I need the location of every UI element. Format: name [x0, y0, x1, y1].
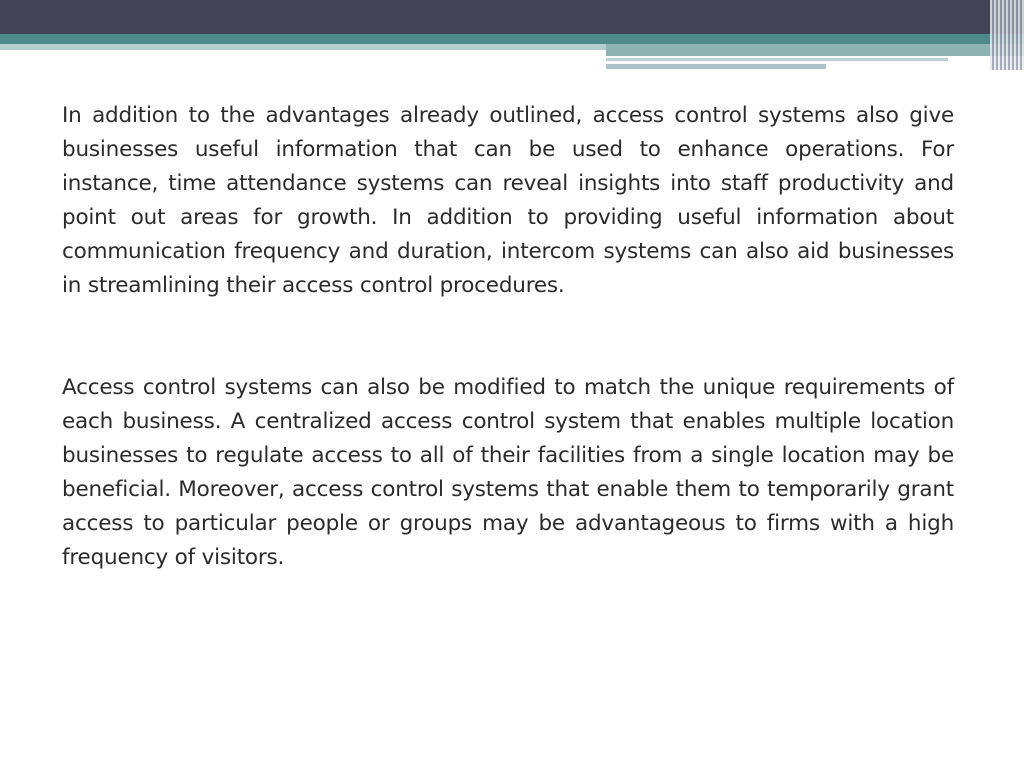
header-accent-line — [606, 58, 948, 61]
slide-body — [62, 99, 954, 575]
body-paragraph-1: In addition to the advantages already outlined, access control systems also give businesses useful information that can be used to enhance operations. For instance, time attendance systems can reveal insights into staff productivity and point out areas for growth. In addition to providing useful information about communication frequency and duration, intercom systems can also aid businesses in streamlining their access control procedures. — [62, 103, 954, 298]
header-edge-stripes — [990, 0, 1024, 70]
header-dark-band — [0, 0, 1024, 34]
header-light-band-left — [0, 44, 606, 50]
header-light-band-right — [606, 44, 1024, 56]
header-accent-line-short — [606, 64, 826, 69]
body-paragraph-2: Access control systems can also be modified to match the unique requirements of each business. A centralized access control system that enables multiple location businesses to regulate access to all of their facilities from a single location may be beneficial. Moreover, access control systems that enable them to temporarily grant access to particular people or groups may be advantageous to firms with a high frequency of visitors. — [62, 375, 954, 570]
header-teal-band — [0, 34, 1024, 44]
